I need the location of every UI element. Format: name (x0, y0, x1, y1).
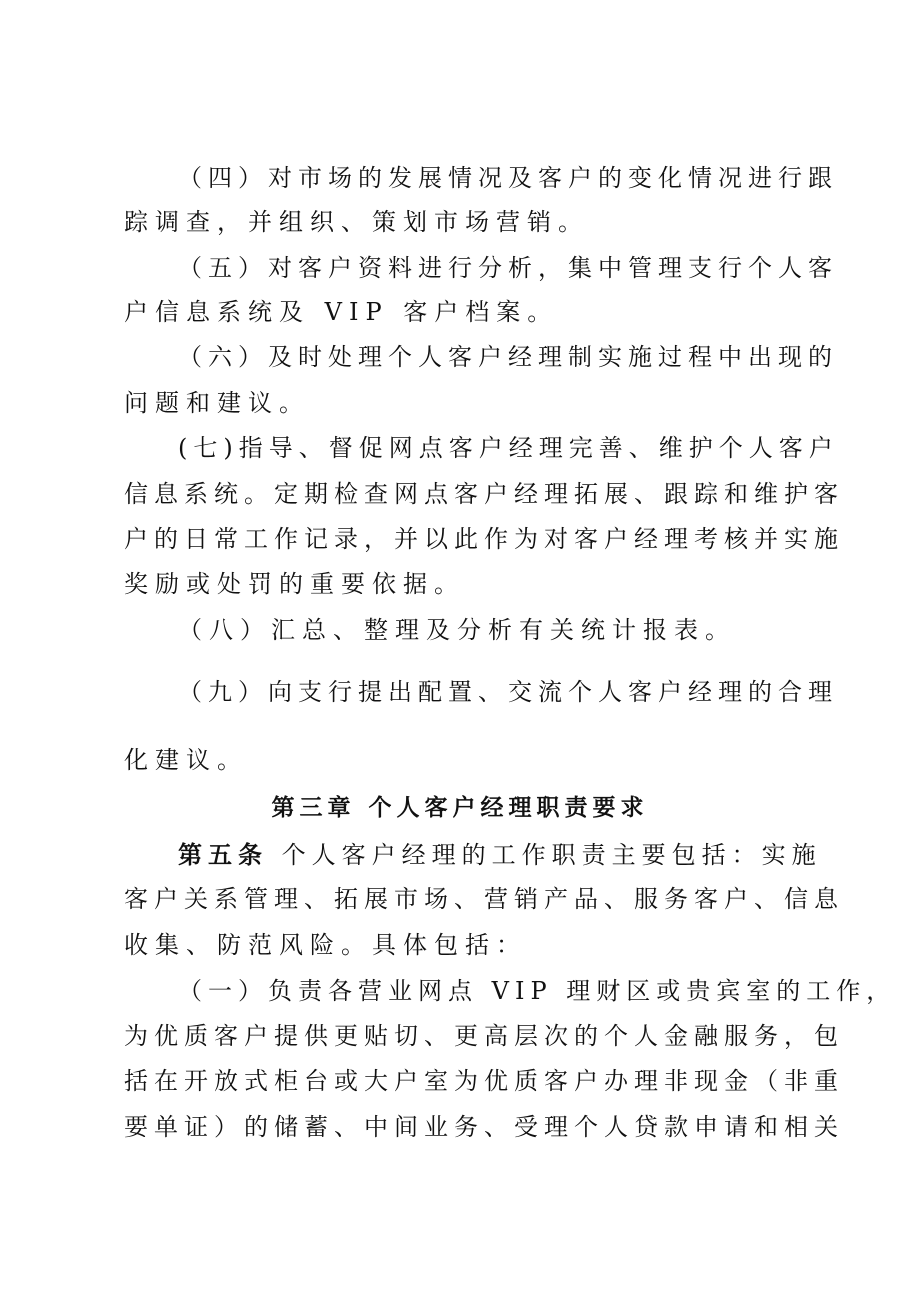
article-5-line-1 (178, 840, 822, 870)
chapter-title: 第三章 个人客户经理职责要求 (271, 795, 649, 821)
paragraph-7-line-1: (七)指导、督促网点客户经理完善、维护个人客户 (178, 434, 839, 462)
paragraph-6-line-2: 问题和建议。 (124, 389, 310, 417)
item-1-line-2: 为优质客户提供更贴切、更高层次的个人金融服务，包 (124, 1022, 844, 1050)
paragraph-7-line-4: 奖励或处罚的重要依据。 (124, 570, 465, 598)
item-1-line-3: 括在开放式柜台或大户室为优质客户办理非现金（非重 (124, 1067, 844, 1095)
item-1-line-1: （一）负责各营业网点 VIP 理财区或贵宾室的工作， (178, 977, 897, 1005)
paragraph-5-line-2: 户信息系统及 VIP 客户档案。 (124, 298, 559, 326)
paragraph-9-line-2: 化建议。 (124, 746, 248, 774)
paragraph-9-line-1: （九）向支行提出配置、交流个人客户经理的合理 (178, 678, 838, 706)
article-5-lead: 第五条 (178, 841, 268, 869)
paragraph-4-line-1: （四）对市场的发展情况及客户的变化情况进行跟 (178, 164, 838, 192)
paragraph-7-line-3: 户的日常工作记录，并以此作为对客户经理考核并实施 (124, 525, 844, 553)
paragraph-6-line-1: （六）及时处理个人客户经理制实施过程中出现的 (178, 343, 838, 371)
article-5-line-2: 客户关系管理、拓展市场、营销产品、服务客户、信息 (124, 885, 844, 913)
paragraph-8-line-1: （八）汇总、整理及分析有关统计报表。 (178, 616, 736, 644)
item-1-line-4: 要单证）的储蓄、中间业务、受理个人贷款申请和相关 (124, 1113, 844, 1141)
paragraph-4-line-2: 踪调查，并组织、策划市场营销。 (124, 208, 589, 236)
article-5-line-3: 收集、防范风险。具体包括： (124, 931, 527, 959)
paragraph-5-line-1: （五）对客户资料进行分析，集中管理支行个人客 (178, 254, 838, 282)
paragraph-7-line-2: 信息系统。定期检查网点客户经理拓展、跟踪和维护客 (124, 480, 844, 508)
article-5-line-1-text: 个人客户经理的工作职责主要包括：实施 (268, 841, 822, 869)
